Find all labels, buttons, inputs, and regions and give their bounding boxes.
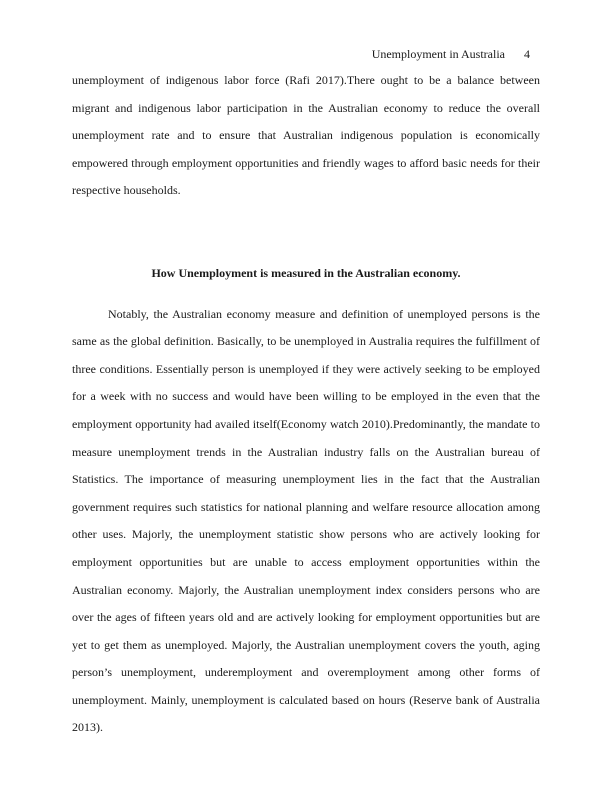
section-heading: How Unemployment is measured in the Australian economy. <box>151 265 461 280</box>
document-body <box>72 67 540 742</box>
section-paragraph: Notably, the Australian economy measure and definition of unemployed persons is the same as the global definition. Basically, to be unemployed in Australia requires the fulfillment of three conditions. Essentially person is unemployed if they were actively seeking to be employed for a week with no success and would have been willing to be employed in the even that the employment opportunity had availed itself(Economy watch 2010).Predominantly, the mandate to measure unemployment trends in the Australian industry falls on the Australian bureau of Statistics. The importance of measuring unemployment lies in the fact that the Australian government requires such statistics for national planning and welfare resource allocation among other uses. Majorly, the unemployment statistic show persons who are actively looking for employment opportunities but are unable to access employment opportunities within the Australian economy. Majorly, the Australian unemployment index considers persons who are over the ages of fifteen years old and are actively looking for employment opportunities but are yet to get them as unemployed. Majorly, the Australian unemployment covers the youth, aging person’s unemployment, underemployment and overemployment among other forms of unemployment. Mainly, unemployment is calculated based on hours (Reserve bank of Australia 2013). <box>72 306 540 735</box>
page-number: 4 <box>524 47 530 61</box>
page-header <box>372 47 530 61</box>
continuation-paragraph: unemployment of indigenous labor force (Rafi 2017).There ought to be a balance between migrant and indigenous labor participation in the Australian economy to reduce the overall unemployment rate and to ensure that Australian indigenous population is economically empowered through employment opportunities and friendly wages to afford basic needs for their respective households. <box>72 73 540 198</box>
running-title: Unemployment in Australia <box>371 47 505 61</box>
